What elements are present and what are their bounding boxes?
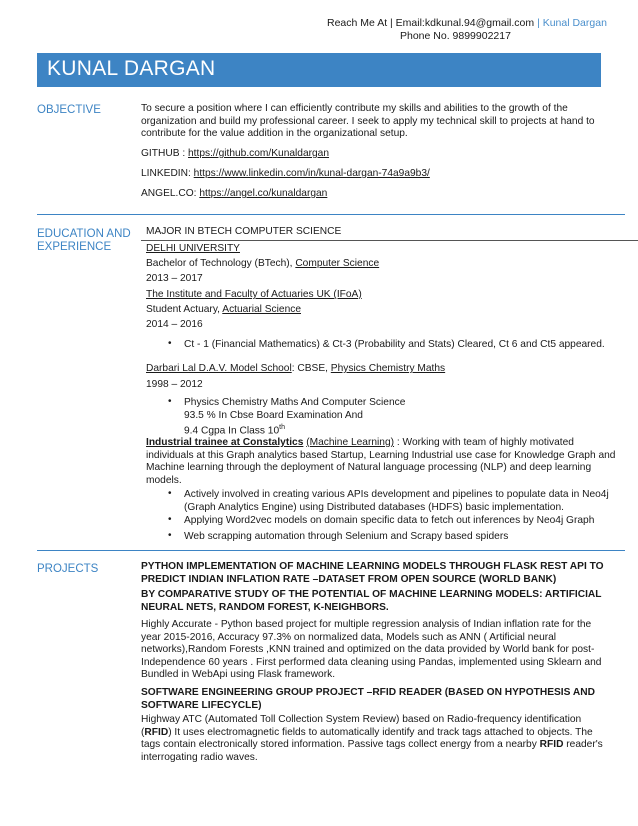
- internship-bullet-line: Actively involved in creating various APIs development and pipelines to populate data in Neo4j: [184, 489, 609, 500]
- angel-row: [141, 188, 327, 201]
- project-desc-line: [141, 727, 621, 740]
- school-row: [146, 363, 445, 376]
- bullet-icon: •: [168, 338, 172, 349]
- rfid-term: RFID: [144, 726, 169, 738]
- internship-bullet-2: Applying Word2vec models on domain specific data to fetch out inferences by Neo4j Graph: [184, 515, 595, 526]
- ifoa-role-row: [146, 304, 301, 317]
- linkedin-row: [141, 168, 430, 181]
- degree-row: [146, 258, 379, 271]
- contact-phone: Phone No. 9899902217: [400, 30, 511, 42]
- projects-heading: PROJECTS: [37, 563, 99, 575]
- name-banner: [37, 53, 601, 87]
- contact-name-tag: | Kunal Dargan: [537, 17, 607, 29]
- ifoa-role: Student Actuary,: [146, 304, 220, 315]
- school-board: : CBSE,: [291, 363, 328, 374]
- school-detail-line: Physics Chemistry Maths And Computer Science: [184, 397, 406, 408]
- project-1-title: [141, 561, 621, 614]
- school-name: Darbari Lal D.A.V. Model School: [146, 363, 292, 374]
- objective-line: organization and build my professional career. I seek to apply my technical skill to projects at hand to: [141, 115, 595, 127]
- project-title-line: BY COMPARATIVE STUDY OF THE POTENTIAL OF MACHINE LEARNING MODELS: ARTIFICIAL: [141, 589, 602, 601]
- internship-title: Industrial trainee at Constalytics: [146, 437, 304, 448]
- ifoa-field: Actuarial Science: [222, 304, 301, 315]
- project-desc-line: [141, 739, 621, 752]
- school-detail-line: 93.5 % In Cbse Board Examination And: [184, 409, 363, 421]
- angel-link[interactable]: https://angel.co/kunaldargan: [199, 188, 328, 199]
- objective-line: contribute for the value addition in the organizational setup.: [141, 128, 408, 140]
- ifoa-years: 2014 – 2016: [146, 319, 203, 330]
- project-desc-line: year 2015-2016, Accuracy 97.3% on normalized data, Models such as ANN ( Artificial neural: [141, 631, 557, 643]
- ifoa-name: The Institute and Faculty of Actuaries UK (IFoA): [146, 289, 362, 300]
- education-heading-line: EXPERIENCE: [37, 241, 112, 253]
- university-name: DELHI UNIVERSITY: [146, 243, 240, 254]
- degree-name: Bachelor of Technology (BTech),: [146, 258, 293, 269]
- desc-text: (: [141, 726, 145, 738]
- project-2-description: [141, 714, 621, 764]
- angel-label: ANGEL.CO:: [141, 188, 197, 199]
- github-label: GITHUB :: [141, 148, 186, 159]
- internship-bullet-1: [184, 489, 609, 514]
- internship-block: [146, 437, 632, 487]
- project-title-line: SOFTWARE ENGINEERING GROUP PROJECT –RFID READER (BASED ON HYPOTHESIS AND: [141, 687, 595, 698]
- objective-line: To secure a position where I can efficiently contribute my skills and abilities to the growth of the: [141, 103, 568, 114]
- school-details: [184, 397, 405, 438]
- major-title: MAJOR IN BTECH COMPUTER SCIENCE: [146, 226, 342, 237]
- bullet-icon: •: [168, 488, 172, 499]
- linkedin-link[interactable]: https://www.linkedin.com/in/kunal-dargan-74a9a9b3/: [193, 168, 430, 179]
- degree-field: Computer Science: [295, 258, 380, 269]
- candidate-name: KUNAL DARGAN: [47, 57, 216, 80]
- ordinal-suffix: th: [279, 424, 285, 432]
- project-desc-line: Bundled in WebApi using Flask framework.: [141, 669, 336, 681]
- internship-bullet-3: Web scrapping automation through Selenium and Scrapy based spiders: [184, 531, 509, 542]
- desc-text: tags contain electronically stored information. Passive tags collect energy from a nearby: [141, 739, 537, 751]
- education-heading-line: EDUCATION AND: [37, 228, 131, 240]
- class10-score: 9.4 Cgpa In Class 10: [184, 425, 280, 437]
- internship-bullet-line: (Graph Analytics Engine) using Distributed databases (HDFS) basic implementation.: [184, 501, 564, 513]
- school-years: 1998 – 2012: [146, 379, 203, 390]
- bullet-icon: •: [168, 530, 172, 541]
- internship-line: [146, 437, 632, 450]
- project-title-line: NEURAL NETS, RANDOM FOREST, K-NEIGHBORS.: [141, 601, 389, 613]
- rfid-term: RFID: [539, 739, 564, 751]
- school-stream: Physics Chemistry Maths: [330, 363, 446, 374]
- objective-text: [141, 103, 611, 141]
- project-1-description: [141, 619, 621, 682]
- project-title-line: SOFTWARE LIFECYCLE): [141, 699, 262, 711]
- degree-years: 2013 – 2017: [146, 273, 203, 284]
- github-row: [141, 148, 329, 161]
- project-desc-line: Highway ATC (Automated Toll Collection System Review) based on Radio-frequency identification: [141, 714, 582, 725]
- major-underline: [141, 240, 638, 241]
- education-heading: [37, 228, 131, 254]
- project-2-title: [141, 687, 621, 712]
- ifoa-exams: Ct - 1 (Financial Mathematics) & Ct-3 (Probability and Stats) Cleared, Ct 6 and Ct5 appeared.: [184, 339, 605, 350]
- project-desc-line: interrogating radio waves.: [141, 751, 258, 763]
- linkedin-label: LINKEDIN:: [141, 168, 191, 179]
- internship-line: individuals at this Graph analytics based Startup, Learning Industrial use case for Knowledge Graph and: [146, 449, 616, 461]
- section-divider: [37, 214, 625, 215]
- contact-email-line: [327, 17, 607, 30]
- project-desc-line: Independence 60 years . First performed data cleaning using Pandas, implemented using Sklearn and: [141, 656, 602, 668]
- desc-text: ) It uses electromagnetic fields to automatically identify and track tags attached to objects. The: [168, 726, 593, 738]
- github-link[interactable]: https://github.com/Kunaldargan: [188, 148, 330, 159]
- project-desc-line: networks),Random Forests ,KNN trained and optimized on the data provided by World bank for post-: [141, 644, 595, 656]
- desc-text: reader's: [566, 739, 603, 751]
- bullet-icon: •: [168, 396, 172, 407]
- section-divider: [37, 550, 625, 551]
- objective-heading: OBJECTIVE: [37, 104, 101, 116]
- project-desc-line: Highly Accurate - Python based project for multiple regression analysis of Indian inflation rate for the: [141, 619, 592, 630]
- project-title-line: PREDICT INDIAN INFLATION RATE –DATASET FROM OPEN SOURCE (WORLD BANK): [141, 573, 557, 585]
- internship-desc: : Working with team of highly motivated: [396, 437, 574, 448]
- contact-email: Reach Me At | Email:kdkunal.94@gmail.com: [327, 17, 535, 29]
- internship-line: Machine learning through the deployment of Natural language processing (NLP) and deep learning: [146, 462, 592, 474]
- project-title-line: PYTHON IMPLEMENTATION OF MACHINE LEARNING MODELS THROUGH FLASK REST API TO: [141, 561, 604, 572]
- internship-area: (Machine Learning): [306, 437, 395, 448]
- bullet-icon: •: [168, 514, 172, 525]
- internship-line: models.: [146, 474, 182, 486]
- school-detail-line: [184, 422, 405, 438]
